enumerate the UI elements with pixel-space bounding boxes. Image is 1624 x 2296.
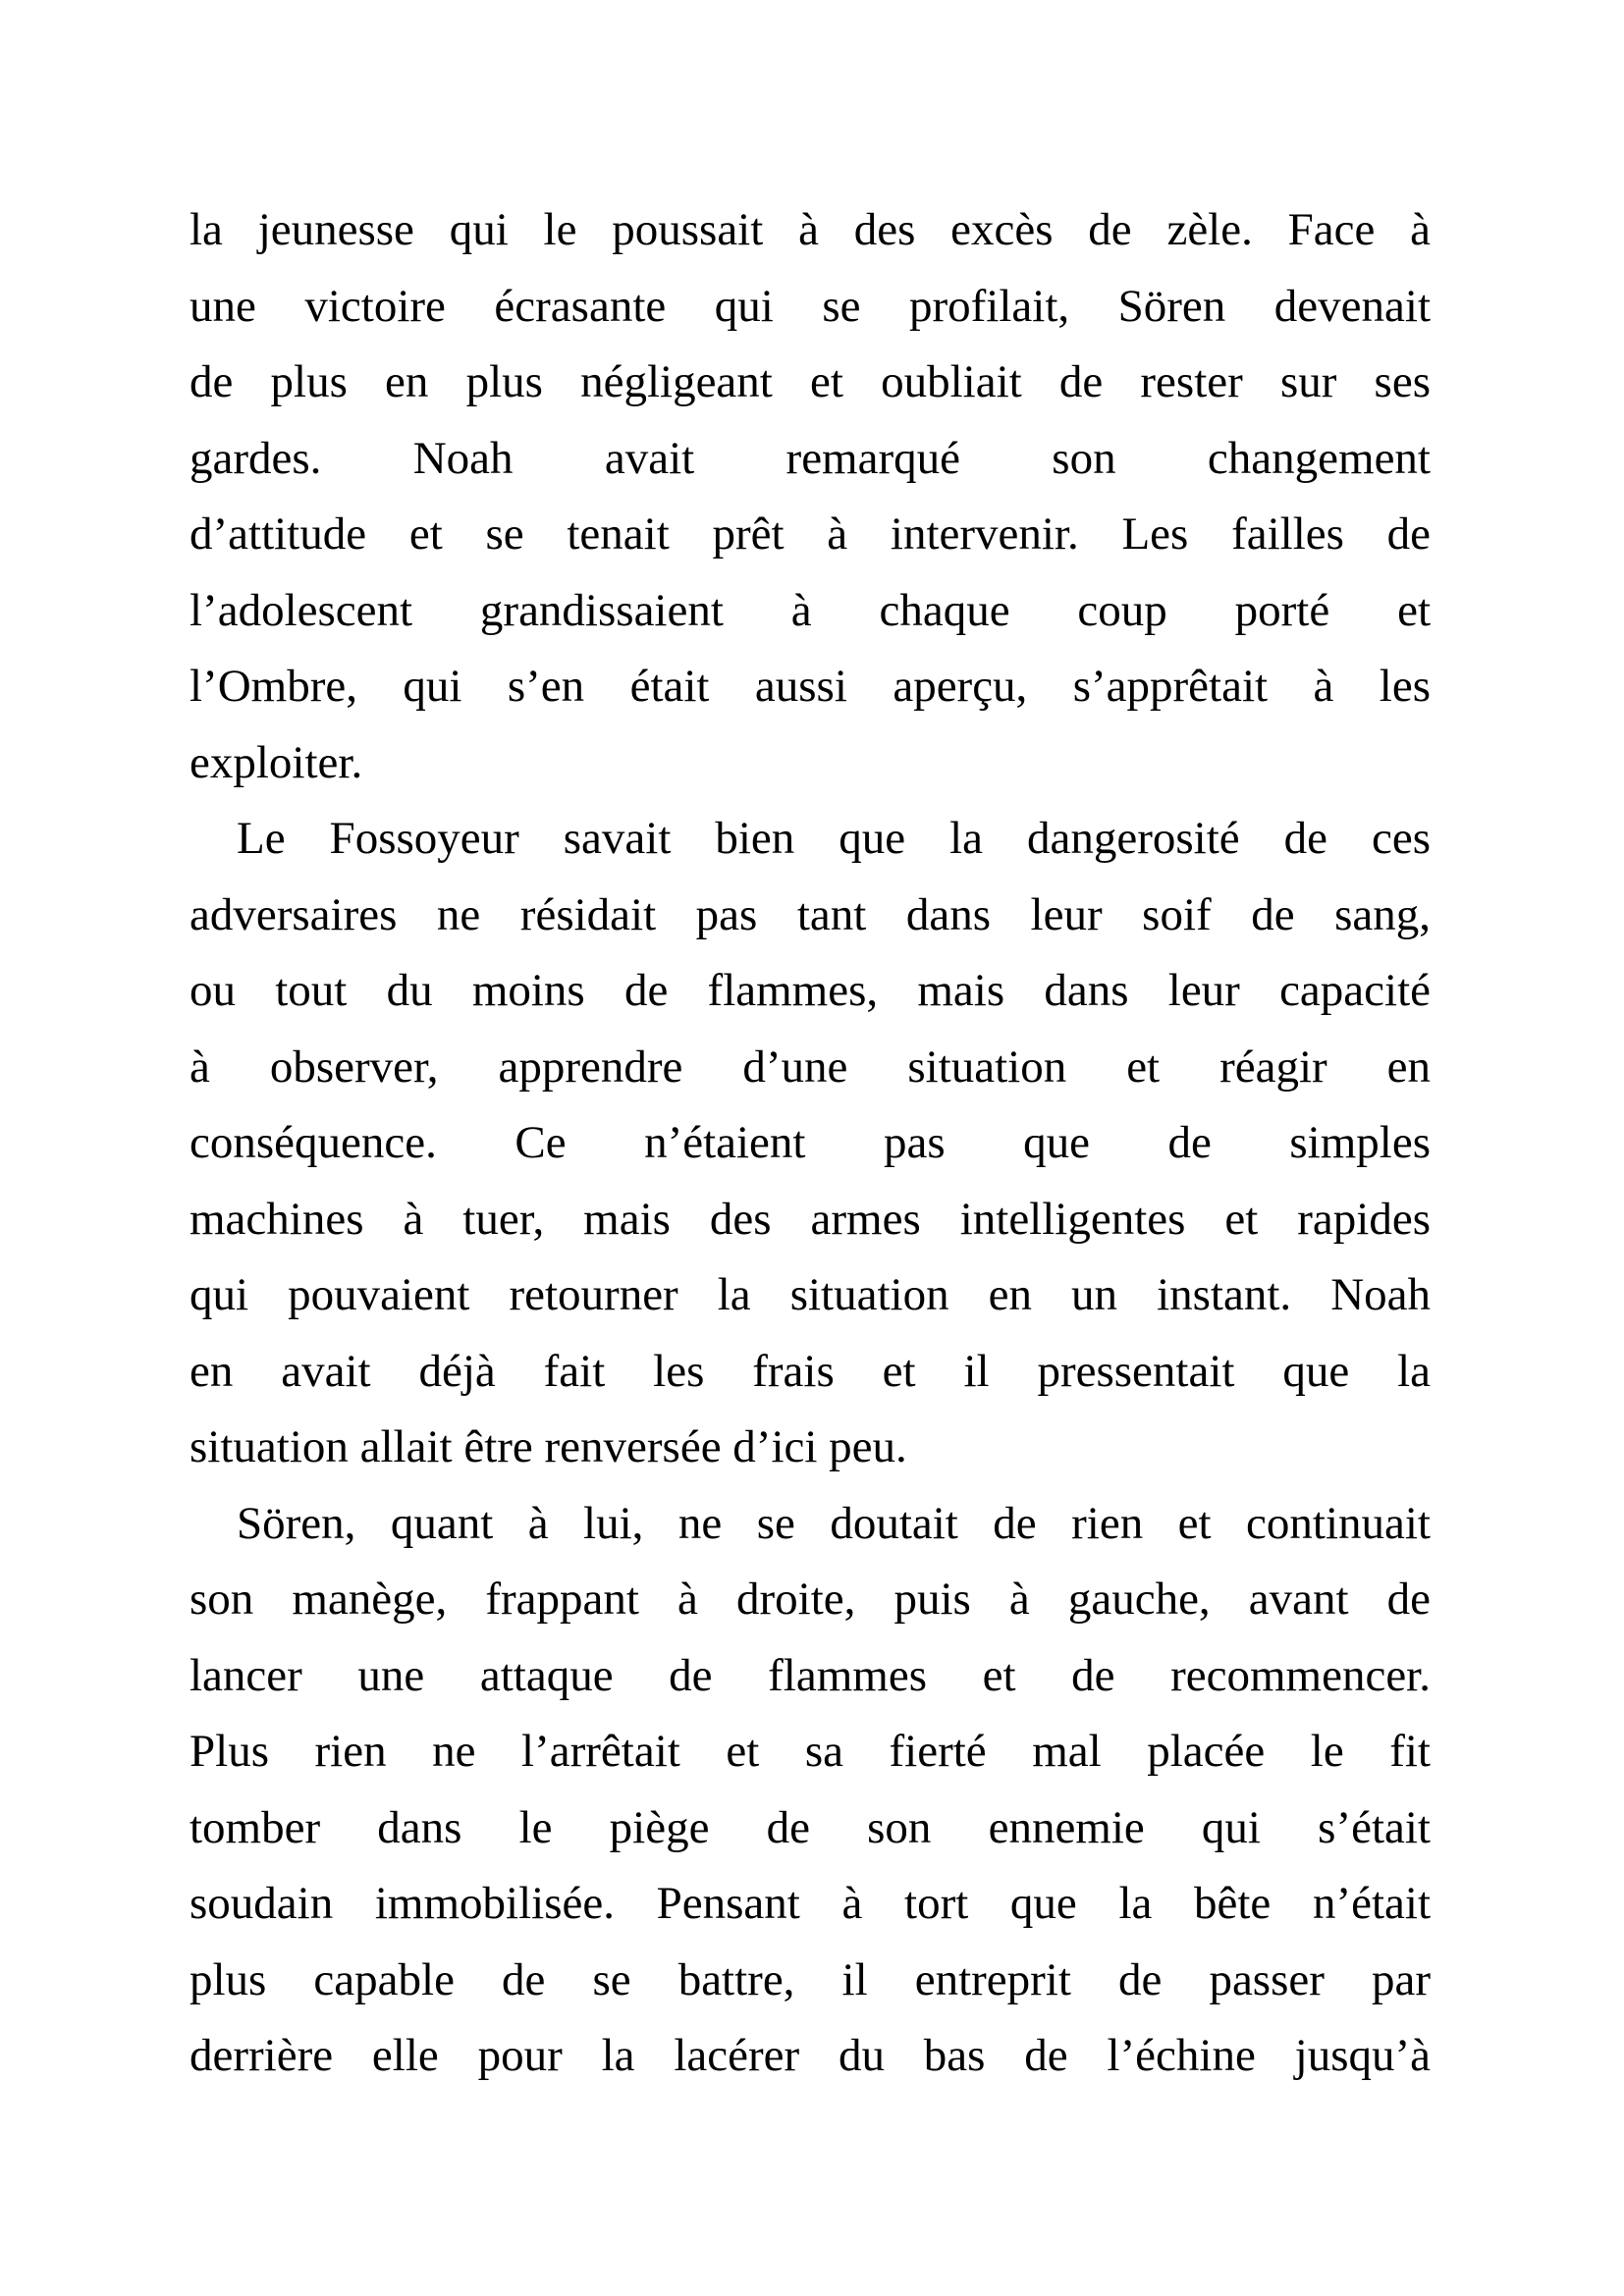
text-line-paragraph-end: situation allait être renversée d’ici peu. <box>189 1421 907 1472</box>
text-line-paragraph-start: Sören, quant à lui, ne se doutait de rien et continuait <box>237 1497 1431 1549</box>
text-line: la jeunesse qui le poussait à des excès de zèle. Face à <box>189 204 1431 255</box>
text-line: plus capable de se battre, il entreprit de passer par <box>189 1953 1431 2005</box>
text-line: en avait déjà fait les frais et il pressentait que la <box>189 1345 1431 1397</box>
text-line: l’Ombre, qui s’en était aussi aperçu, s’apprêtait à les <box>189 661 1431 712</box>
text-line-paragraph-end: exploiter. <box>189 736 363 788</box>
text-line-paragraph-start: Le Fossoyeur savait bien que la dangerosité de ces <box>237 813 1431 864</box>
text-line: son manège, frappant à droite, puis à gauche, avant de <box>189 1574 1431 1625</box>
text-line: à observer, apprendre d’une situation et réagir en <box>189 1041 1431 1093</box>
text-line: derrière elle pour la lacérer du bas de l’échine jusqu’à <box>189 2030 1431 2081</box>
text-line: gardes. Noah avait remarqué son changement <box>189 432 1431 484</box>
text-line: l’adolescent grandissaient à chaque coup porté et <box>189 584 1431 636</box>
text-line: conséquence. Ce n’étaient pas que de simples <box>189 1117 1431 1168</box>
text-line: adversaires ne résidait pas tant dans leur soif de sang, <box>189 888 1431 940</box>
text-line: d’attitude et se tenait prêt à intervenir. Les failles de <box>189 508 1431 560</box>
text-line: tomber dans le piège de son ennemie qui s’était <box>189 1801 1431 1853</box>
text-line: de plus en plus négligeant et oubliait de rester sur ses <box>189 356 1431 407</box>
text-line: une victoire écrasante qui se profilait, Sören devenait <box>189 280 1431 332</box>
text-line: machines à tuer, mais des armes intelligentes et rapides <box>189 1193 1431 1245</box>
text-line: soudain immobilisée. Pensant à tort que la bête n’était <box>189 1878 1431 1929</box>
text-line: ou tout du moins de flammes, mais dans leur capacité <box>189 965 1431 1016</box>
page-text-block <box>189 192 1431 2095</box>
text-line: Plus rien ne l’arrêtait et sa fierté mal placée le fit <box>189 1726 1431 1777</box>
text-line: qui pouvaient retourner la situation en un instant. Noah <box>189 1269 1431 1320</box>
text-line: lancer une attaque de flammes et de recommencer. <box>189 1649 1431 1701</box>
